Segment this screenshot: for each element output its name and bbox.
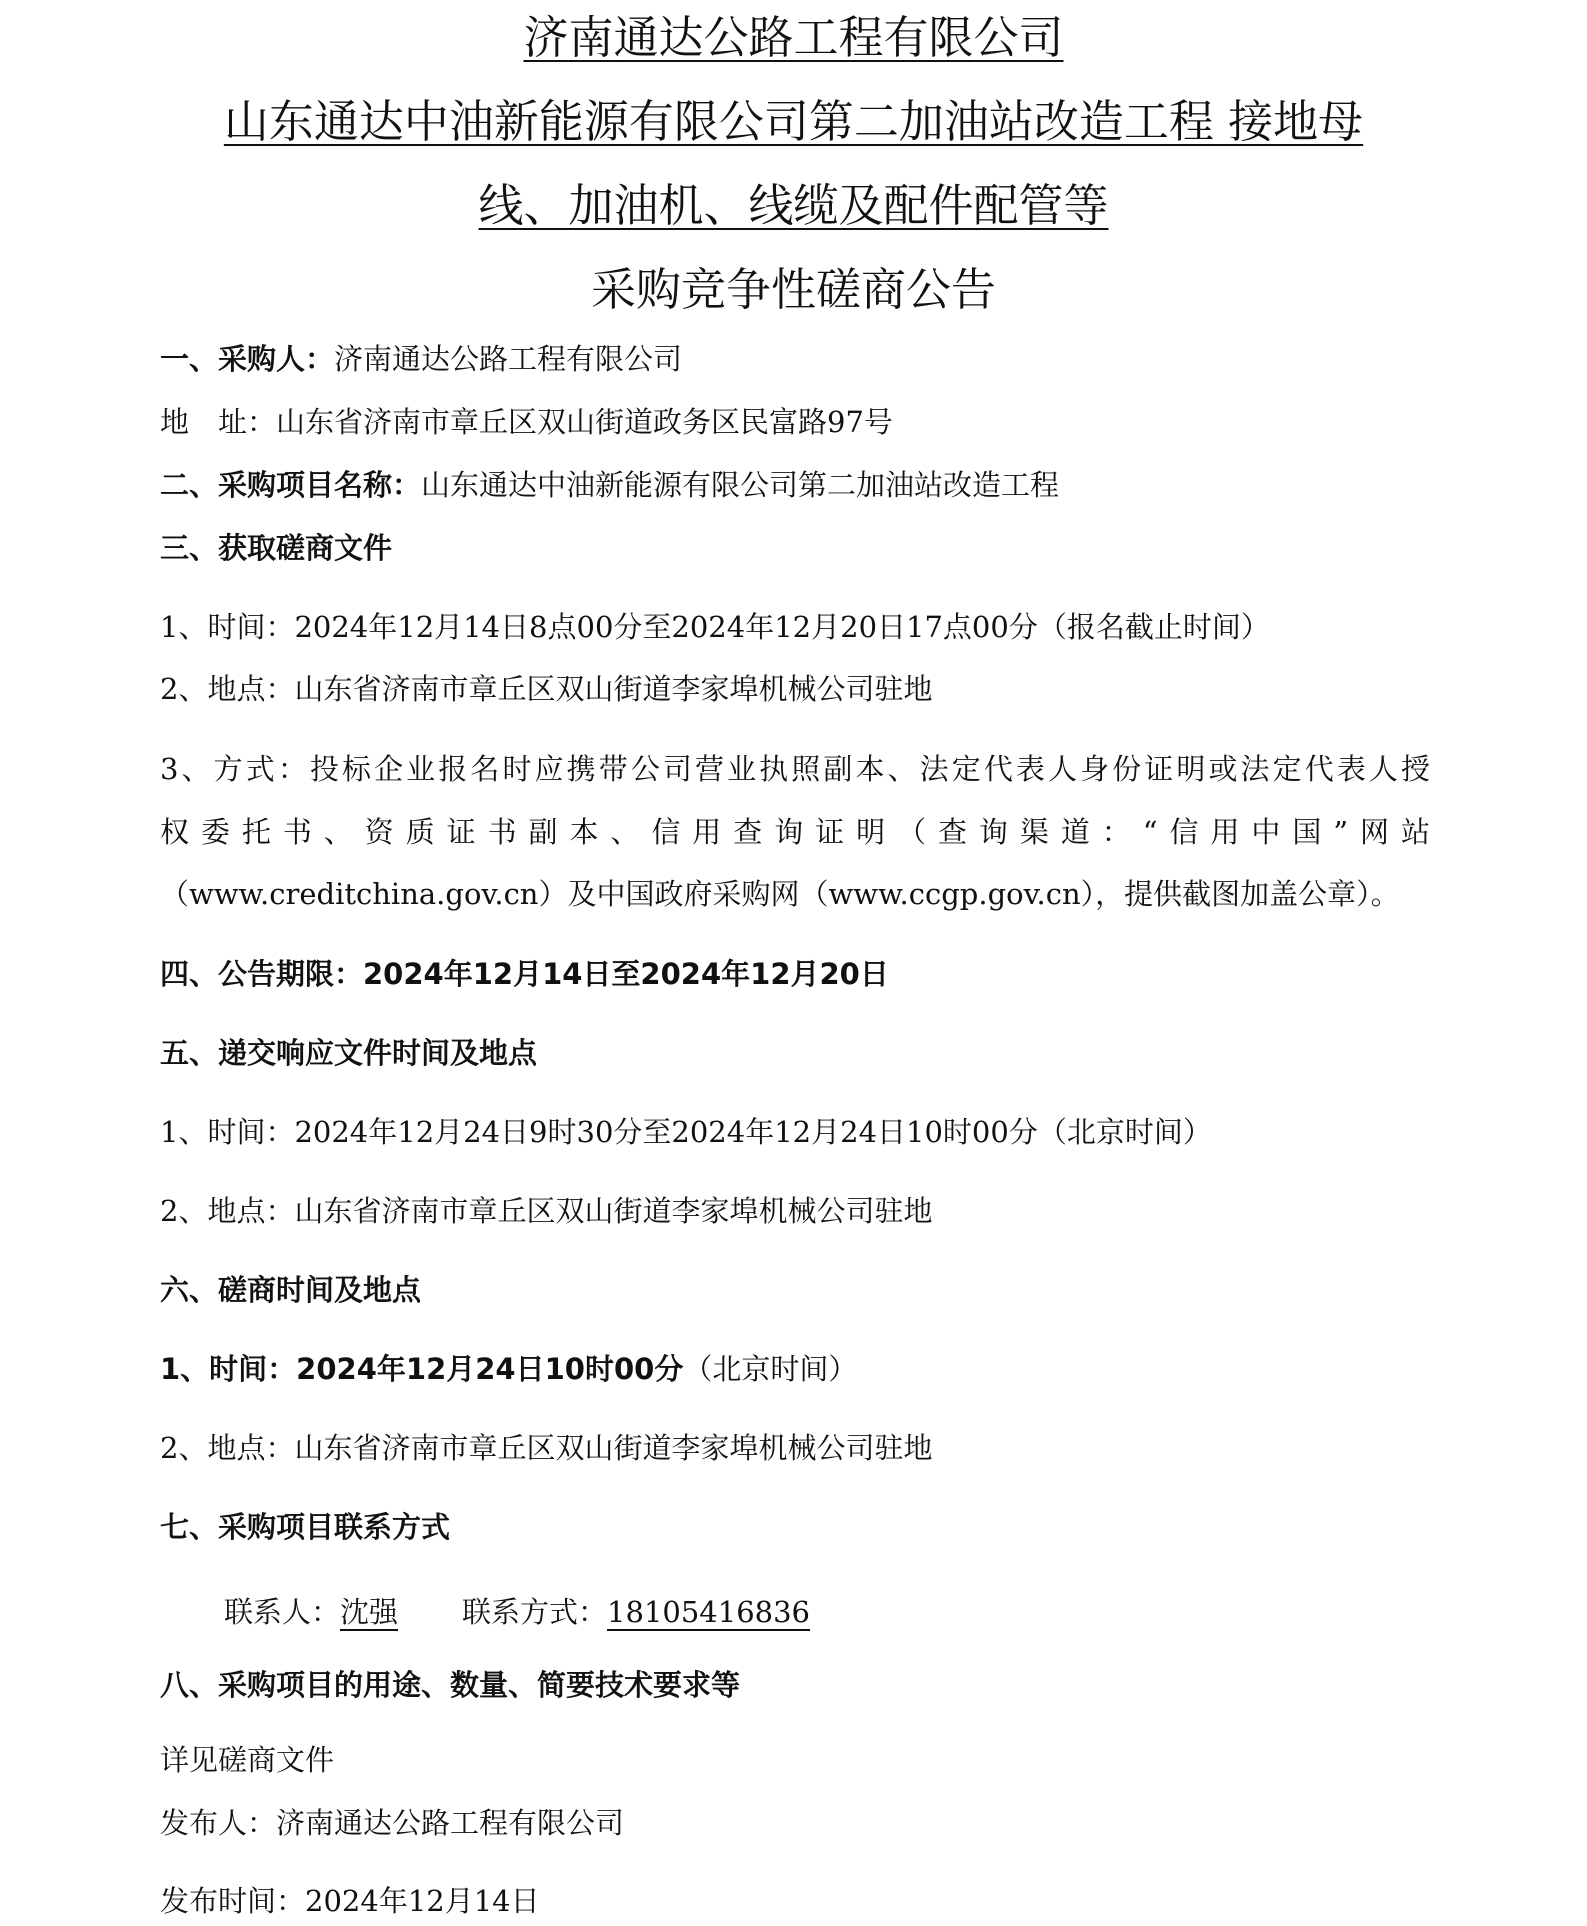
publisher-value: 济南通达公路工程有限公司 — [276, 1806, 625, 1840]
address-value: 山东省济南市章丘区双山街道政务区民富路97号 — [276, 405, 893, 439]
phone-label: 联系方式： — [462, 1595, 608, 1629]
project-name-value: 山东通达中油新能源有限公司第二加油站改造工程 — [421, 468, 1060, 502]
submission-time: 1、时间：2024年12月24日9时30分至2024年12月24日10时00分（北京时间） — [160, 1115, 1212, 1149]
publish-time-label: 发布时间： — [160, 1884, 306, 1918]
negotiation-place: 2、地点：山东省济南市章丘区双山街道李家埠机械公司驻地 — [160, 1431, 933, 1465]
publisher-label: 发布人： — [160, 1806, 277, 1840]
purchaser-label: 一、采购人： — [160, 342, 335, 376]
obtain-docs-method-line2: 权委托书、资质证书副本、信用查询证明（查询渠道：“信用中国”网站 — [160, 815, 1430, 849]
company-title: 济南通达公路工程有限公司 — [523, 11, 1064, 64]
address-label: 地 址： — [160, 405, 277, 439]
negotiation-time-line — [160, 1349, 1430, 1389]
notice-title: 采购竞争性磋商公告 — [590, 263, 996, 316]
negotiation-time-note: （北京时间） — [683, 1352, 858, 1386]
publish-time-line — [160, 1881, 1430, 1921]
obtain-docs-method-line1: 3、方式：投标企业报名时应携带公司营业执照副本、法定代表人身份证明或法定代表人授 — [160, 752, 1430, 786]
publisher-line — [160, 1803, 1430, 1843]
publish-time-value: 2024年12月14日 — [305, 1884, 540, 1918]
obtain-docs-method-line3: （www.creditchina.gov.cn）及中国政府采购网（www.ccgp.gov.cn），提供截图加盖公章）。 — [160, 877, 1400, 911]
contact-name: 沈强 — [340, 1595, 399, 1629]
contact-label: 联系人： — [224, 1595, 341, 1629]
address-line — [160, 402, 1430, 442]
negotiation-time: 1、时间：2024年12月24日10时00分 — [160, 1352, 684, 1386]
project-name-line — [160, 465, 1430, 505]
section-submission-heading: 五、递交响应文件时间及地点 — [160, 1036, 538, 1070]
section-contact-heading: 七、采购项目联系方式 — [160, 1510, 451, 1544]
phone-number: 18105416836 — [607, 1595, 811, 1629]
submission-place: 2、地点：山东省济南市章丘区双山街道李家埠机械公司驻地 — [160, 1194, 933, 1228]
obtain-docs-place: 2、地点：山东省济南市章丘区双山街道李家埠机械公司驻地 — [160, 672, 933, 706]
project-name-label: 二、采购项目名称： — [160, 468, 422, 502]
purchaser-line — [160, 339, 1430, 379]
project-title-line1: 山东通达中油新能源有限公司第二加油站改造工程 接地母 — [223, 95, 1364, 148]
project-title-line2: 线、加油机、线缆及配件配管等 — [478, 179, 1109, 232]
section-requirements-heading: 八、采购项目的用途、数量、简要技术要求等 — [160, 1668, 741, 1702]
purchaser-value: 济南通达公路工程有限公司 — [334, 342, 683, 376]
requirements-detail: 详见磋商文件 — [160, 1743, 335, 1777]
section-notice-period: 四、公告期限：2024年12月14日至2024年12月20日 — [160, 957, 889, 991]
obtain-docs-time: 1、时间：2024年12月14日8点00分至2024年12月20日17点00分（报名截止时间） — [160, 610, 1270, 644]
contact-line — [224, 1592, 1494, 1632]
section-obtain-docs-heading: 三、获取磋商文件 — [160, 531, 393, 565]
section-negotiation-heading: 六、磋商时间及地点 — [160, 1273, 422, 1307]
